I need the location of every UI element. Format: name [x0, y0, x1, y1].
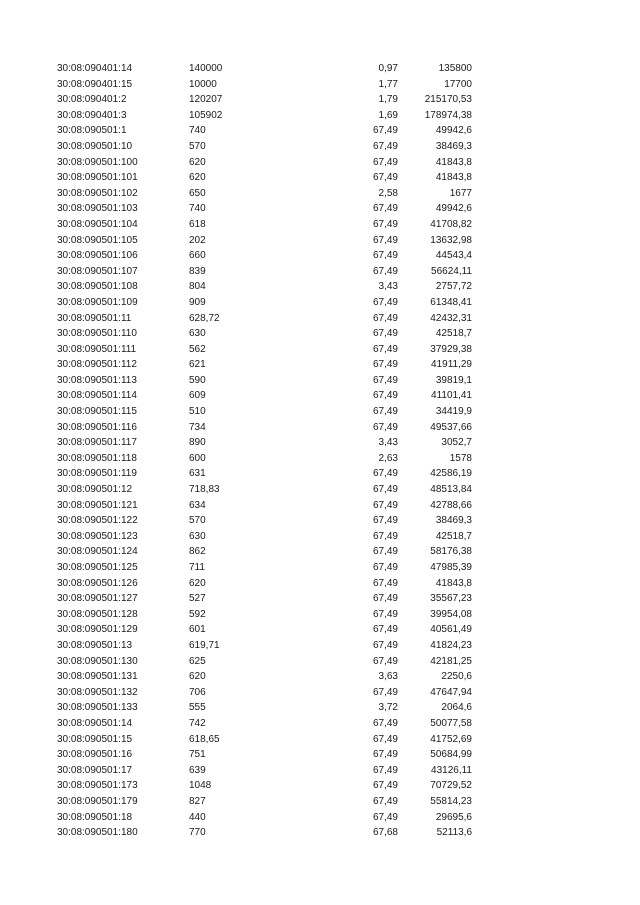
total-value-cell: 70729,52: [430, 780, 472, 792]
table-row: [0, 201, 640, 217]
total-value-cell: 1677: [449, 187, 472, 199]
quantity-cell: 202: [189, 234, 206, 246]
quantity-cell: 510: [189, 406, 206, 418]
table-row: [0, 669, 640, 685]
total-value-cell: 2757,72: [435, 281, 472, 293]
total-value-cell: 3052,7: [441, 437, 472, 449]
table-row: [0, 373, 640, 389]
table-row: [0, 638, 640, 654]
quantity-cell: 105902: [189, 109, 223, 121]
total-value-cell: 50684,99: [430, 749, 472, 761]
table-row: [0, 576, 640, 592]
cadastral-number-cell: 30:08:090501:113: [57, 374, 137, 386]
table-row: [0, 466, 640, 482]
unit-value-cell: 1,77: [378, 78, 398, 90]
unit-value-cell: 67,49: [372, 764, 398, 776]
total-value-cell: 50077,58: [430, 717, 472, 729]
table-row: [0, 420, 640, 436]
quantity-cell: 742: [189, 717, 206, 729]
total-value-cell: 47647,94: [430, 686, 472, 698]
quantity-cell: 734: [189, 421, 206, 433]
table-row: [0, 654, 640, 670]
quantity-cell: 570: [189, 140, 206, 152]
total-value-cell: 61348,41: [430, 296, 472, 308]
table-row: [0, 404, 640, 420]
cadastral-number-cell: 30:08:090501:116: [57, 421, 137, 433]
cadastral-number-cell: 30:08:090501:11: [57, 312, 132, 324]
total-value-cell: 41708,82: [430, 218, 472, 230]
cadastral-number-cell: 30:08:090501:126: [57, 577, 138, 589]
unit-value-cell: 67,49: [372, 515, 398, 527]
total-value-cell: 42518,7: [435, 328, 472, 340]
total-value-cell: 58176,38: [430, 546, 472, 558]
unit-value-cell: 1,69: [378, 109, 398, 121]
unit-value-cell: 3,43: [378, 281, 398, 293]
unit-value-cell: 67,49: [372, 655, 398, 667]
unit-value-cell: 67,49: [372, 608, 398, 620]
total-value-cell: 43126,11: [431, 764, 472, 776]
table-row: [0, 810, 640, 826]
unit-value-cell: 67,49: [372, 328, 398, 340]
table-row: [0, 233, 640, 249]
cadastral-number-cell: 30:08:090501:15: [57, 733, 133, 745]
quantity-cell: 120207: [189, 94, 223, 106]
unit-value-cell: 67,49: [372, 374, 398, 386]
total-value-cell: 41101,41: [431, 390, 472, 402]
table-row: [0, 155, 640, 171]
quantity-cell: 890: [189, 437, 206, 449]
quantity-cell: 660: [189, 250, 206, 262]
quantity-cell: 600: [189, 452, 206, 464]
total-value-cell: 47985,39: [430, 562, 472, 573]
unit-value-cell: 67,49: [372, 717, 398, 729]
quantity-cell: 618: [189, 218, 206, 230]
quantity-cell: 718,83: [189, 484, 220, 496]
unit-value-cell: 3,43: [378, 437, 398, 449]
quantity-cell: 618,65: [189, 733, 220, 745]
table-row: [0, 295, 640, 311]
unit-value-cell: 1,79: [378, 94, 398, 106]
unit-value-cell: 3,63: [378, 671, 398, 683]
cadastral-number-cell: 30:08:090501:173: [57, 780, 138, 792]
table-row: [0, 778, 640, 794]
unit-value-cell: 67,49: [372, 406, 398, 418]
total-value-cell: 42432,31: [430, 312, 472, 324]
quantity-cell: 10000: [189, 78, 217, 90]
table-row: [0, 747, 640, 763]
cadastral-number-cell: 30:08:090501:101: [57, 172, 138, 184]
quantity-cell: 631: [189, 468, 206, 480]
cadastral-number-cell: 30:08:090501:115: [57, 406, 137, 418]
cadastral-number-cell: 30:08:090501:1: [57, 125, 127, 137]
unit-value-cell: 2,58: [378, 187, 398, 199]
quantity-cell: 590: [189, 374, 206, 386]
total-value-cell: 48513,84: [430, 484, 472, 496]
unit-value-cell: 67,49: [372, 468, 398, 480]
cadastral-number-cell: 30:08:090501:119: [57, 468, 137, 480]
data-table: [0, 61, 640, 841]
quantity-cell: 751: [189, 749, 206, 761]
cadastral-number-cell: 30:08:090501:103: [57, 203, 138, 215]
unit-value-cell: 67,49: [372, 686, 398, 698]
total-value-cell: 178974,38: [424, 109, 472, 121]
table-row: [0, 311, 640, 327]
cadastral-number-cell: 30:08:090501:179: [57, 795, 138, 807]
total-value-cell: 41824,23: [430, 639, 472, 651]
unit-value-cell: 67,49: [372, 780, 398, 792]
unit-value-cell: 67,49: [372, 499, 398, 511]
quantity-cell: 740: [189, 203, 206, 215]
table-row: [0, 92, 640, 108]
quantity-cell: 628,72: [189, 312, 220, 324]
table-row: [0, 123, 640, 139]
cadastral-number-cell: 30:08:090501:129: [57, 624, 138, 636]
unit-value-cell: 67,49: [372, 234, 398, 246]
cadastral-number-cell: 30:08:090501:124: [57, 546, 138, 558]
cadastral-number-cell: 30:08:090501:114: [57, 390, 137, 402]
table-row: [0, 342, 640, 358]
quantity-cell: 862: [189, 546, 206, 558]
table-row: [0, 622, 640, 638]
table-row: [0, 435, 640, 451]
quantity-cell: 839: [189, 265, 206, 277]
unit-value-cell: 67,49: [372, 296, 398, 308]
cadastral-number-cell: 30:08:090501:122: [57, 515, 138, 527]
quantity-cell: 634: [189, 499, 206, 511]
cadastral-number-cell: 30:08:090401:14: [57, 63, 133, 74]
unit-value-cell: 67,49: [372, 265, 398, 277]
total-value-cell: 52113,6: [436, 827, 472, 839]
cadastral-number-cell: 30:08:090501:133: [57, 702, 138, 714]
unit-value-cell: 2,63: [378, 452, 398, 464]
table-row: [0, 217, 640, 233]
cadastral-number-cell: 30:08:090501:118: [57, 452, 137, 464]
total-value-cell: 215170,53: [424, 94, 472, 106]
cadastral-number-cell: 30:08:090501:180: [57, 827, 138, 839]
total-value-cell: 42518,7: [435, 530, 472, 542]
total-value-cell: 135800: [438, 63, 472, 74]
quantity-cell: 621: [189, 359, 206, 371]
quantity-cell: 562: [189, 343, 206, 355]
quantity-cell: 1048: [189, 780, 212, 792]
table-row: [0, 825, 640, 841]
quantity-cell: 620: [189, 156, 206, 168]
table-row: [0, 544, 640, 560]
total-value-cell: 37929,38: [430, 343, 472, 355]
total-value-cell: 38469,3: [435, 140, 472, 152]
quantity-cell: 827: [189, 795, 206, 807]
total-value-cell: 41752,69: [430, 733, 472, 745]
table-row: [0, 716, 640, 732]
table-row: [0, 498, 640, 514]
table-row: [0, 513, 640, 529]
quantity-cell: 620: [189, 671, 206, 683]
total-value-cell: 42586,19: [430, 468, 472, 480]
unit-value-cell: 67,49: [372, 203, 398, 215]
unit-value-cell: 67,49: [372, 250, 398, 262]
quantity-cell: 620: [189, 172, 206, 184]
table-row: [0, 560, 640, 576]
unit-value-cell: 67,49: [372, 172, 398, 184]
table-row: [0, 388, 640, 404]
unit-value-cell: 67,49: [372, 562, 398, 573]
cadastral-number-cell: 30:08:090501:108: [57, 281, 138, 293]
cadastral-number-cell: 30:08:090501:13: [57, 639, 133, 651]
quantity-cell: 140000: [189, 63, 223, 74]
quantity-cell: 609: [189, 390, 206, 402]
cadastral-number-cell: 30:08:090501:128: [57, 608, 138, 620]
table-row: [0, 77, 640, 93]
total-value-cell: 44543,4: [435, 250, 472, 262]
quantity-cell: 706: [189, 686, 206, 698]
table-row: [0, 685, 640, 701]
unit-value-cell: 67,49: [372, 749, 398, 761]
cadastral-number-cell: 30:08:090501:117: [57, 437, 137, 449]
table-row: [0, 607, 640, 623]
quantity-cell: 711: [189, 562, 205, 573]
unit-value-cell: 3,72: [378, 702, 398, 714]
table-row: [0, 170, 640, 186]
unit-value-cell: 67,49: [372, 811, 398, 823]
quantity-cell: 770: [189, 827, 206, 839]
table-row: [0, 264, 640, 280]
table-row: [0, 108, 640, 124]
cadastral-number-cell: 30:08:090501:125: [57, 562, 138, 573]
cadastral-number-cell: 30:08:090501:121: [57, 499, 138, 511]
total-value-cell: 38469,3: [435, 515, 472, 527]
table-row: [0, 451, 640, 467]
cadastral-number-cell: 30:08:090501:100: [57, 156, 138, 168]
table-row: [0, 248, 640, 264]
total-value-cell: 55814,23: [430, 795, 472, 807]
quantity-cell: 620: [189, 577, 206, 589]
cadastral-number-cell: 30:08:090401:2: [57, 94, 127, 106]
cadastral-number-cell: 30:08:090501:107: [57, 265, 138, 277]
unit-value-cell: 67,49: [372, 733, 398, 745]
quantity-cell: 630: [189, 328, 206, 340]
cadastral-number-cell: 30:08:090501:104: [57, 218, 138, 230]
total-value-cell: 42181,25: [430, 655, 472, 667]
total-value-cell: 39819,1: [435, 374, 472, 386]
unit-value-cell: 67,49: [372, 125, 398, 137]
total-value-cell: 29695,6: [435, 811, 472, 823]
quantity-cell: 639: [189, 764, 206, 776]
unit-value-cell: 67,49: [372, 624, 398, 636]
table-row: [0, 61, 640, 77]
cadastral-number-cell: 30:08:090501:12: [57, 484, 133, 496]
unit-value-cell: 67,68: [372, 827, 398, 839]
quantity-cell: 527: [189, 593, 206, 605]
total-value-cell: 41911,29: [431, 359, 472, 371]
total-value-cell: 34419,9: [435, 406, 472, 418]
cadastral-number-cell: 30:08:090501:16: [57, 749, 133, 761]
cadastral-number-cell: 30:08:090501:105: [57, 234, 138, 246]
cadastral-number-cell: 30:08:090501:10: [57, 140, 133, 152]
table-row: [0, 326, 640, 342]
cadastral-number-cell: 30:08:090501:123: [57, 530, 138, 542]
quantity-cell: 625: [189, 655, 206, 667]
cadastral-number-cell: 30:08:090501:14: [57, 717, 133, 729]
cadastral-number-cell: 30:08:090501:130: [57, 655, 138, 667]
total-value-cell: 17700: [444, 78, 472, 90]
table-row: [0, 357, 640, 373]
cadastral-number-cell: 30:08:090501:111: [57, 343, 137, 355]
quantity-cell: 570: [189, 515, 206, 527]
quantity-cell: 909: [189, 296, 206, 308]
unit-value-cell: 0,97: [378, 63, 398, 74]
total-value-cell: 39954,08: [430, 608, 472, 620]
total-value-cell: 40561,49: [430, 624, 472, 636]
unit-value-cell: 67,49: [372, 484, 398, 496]
total-value-cell: 41843,8: [435, 577, 472, 589]
total-value-cell: 41843,8: [435, 156, 472, 168]
total-value-cell: 49942,6: [435, 125, 472, 137]
table-row: [0, 279, 640, 295]
cadastral-number-cell: 30:08:090401:15: [57, 78, 133, 90]
unit-value-cell: 67,49: [372, 577, 398, 589]
table-row: [0, 529, 640, 545]
quantity-cell: 804: [189, 281, 206, 293]
table-row: [0, 482, 640, 498]
unit-value-cell: 67,49: [372, 156, 398, 168]
table-row: [0, 700, 640, 716]
quantity-cell: 555: [189, 702, 206, 714]
unit-value-cell: 67,49: [372, 530, 398, 542]
unit-value-cell: 67,49: [372, 359, 398, 371]
table-row: [0, 591, 640, 607]
unit-value-cell: 67,49: [372, 593, 398, 605]
total-value-cell: 49942,6: [435, 203, 472, 215]
cadastral-number-cell: 30:08:090501:110: [57, 328, 137, 340]
total-value-cell: 2250,6: [441, 671, 472, 683]
cadastral-number-cell: 30:08:090501:106: [57, 250, 138, 262]
table-row: [0, 763, 640, 779]
cadastral-number-cell: 30:08:090401:3: [57, 109, 127, 121]
table-row: [0, 732, 640, 748]
quantity-cell: 601: [189, 624, 206, 636]
total-value-cell: 2064,6: [441, 702, 472, 714]
total-value-cell: 49537,66: [430, 421, 472, 433]
unit-value-cell: 67,49: [372, 218, 398, 230]
cadastral-number-cell: 30:08:090501:102: [57, 187, 138, 199]
cadastral-number-cell: 30:08:090501:131: [57, 671, 138, 683]
total-value-cell: 13632,98: [430, 234, 472, 246]
cadastral-number-cell: 30:08:090501:18: [57, 811, 133, 823]
total-value-cell: 56624,11: [431, 265, 472, 277]
cadastral-number-cell: 30:08:090501:17: [57, 764, 133, 776]
total-value-cell: 42788,66: [430, 499, 472, 511]
cadastral-number-cell: 30:08:090501:132: [57, 686, 138, 698]
unit-value-cell: 67,49: [372, 343, 398, 355]
total-value-cell: 1578: [449, 452, 472, 464]
unit-value-cell: 67,49: [372, 390, 398, 402]
quantity-cell: 740: [189, 125, 206, 137]
quantity-cell: 619,71: [189, 639, 220, 651]
unit-value-cell: 67,49: [372, 312, 398, 324]
quantity-cell: 592: [189, 608, 206, 620]
cadastral-number-cell: 30:08:090501:109: [57, 296, 138, 308]
quantity-cell: 630: [189, 530, 206, 542]
unit-value-cell: 67,49: [372, 140, 398, 152]
quantity-cell: 650: [189, 187, 206, 199]
unit-value-cell: 67,49: [372, 795, 398, 807]
unit-value-cell: 67,49: [372, 639, 398, 651]
cadastral-number-cell: 30:08:090501:127: [57, 593, 138, 605]
unit-value-cell: 67,49: [372, 421, 398, 433]
cadastral-number-cell: 30:08:090501:112: [57, 359, 137, 371]
table-row: [0, 794, 640, 810]
total-value-cell: 35567,23: [430, 593, 472, 605]
quantity-cell: 440: [189, 811, 206, 823]
table-row: [0, 139, 640, 155]
table-row: [0, 186, 640, 202]
total-value-cell: 41843,8: [435, 172, 472, 184]
unit-value-cell: 67,49: [372, 546, 398, 558]
